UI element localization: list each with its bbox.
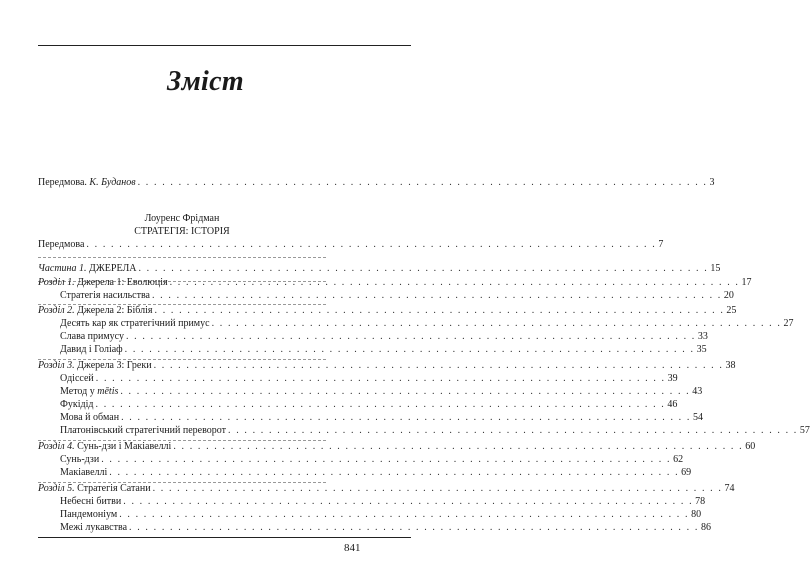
toc-entry-page: 57 bbox=[799, 425, 810, 436]
dot-leader: . . . . . . . . . . . . . . . . . . . . . . . . . . . . . . . . . . . . . . . . . . . . . . . . . . . . . . . . . . . . . . . . . . . . . . bbox=[121, 412, 691, 423]
toc-entry-page: 7 bbox=[658, 239, 664, 250]
toc-entry-chapter-4 bbox=[38, 441, 756, 453]
toc-entry-label: Розділ 5. Стратегія Сатани bbox=[38, 483, 151, 494]
toc-entry-chapter-5 bbox=[38, 483, 735, 495]
toc-entry-page: 86 bbox=[700, 522, 711, 533]
toc-entry-page: 46 bbox=[667, 399, 678, 410]
toc-subentry bbox=[60, 318, 794, 330]
dot-leader: . . . . . . . . . . . . . . . . . . . . . . . . . . . . . . . . . . . . . . . . . . . . . . . . . . . . . . . . . . . . . . . . . . . . . . bbox=[109, 467, 680, 478]
dot-leader: . . . . . . . . . . . . . . . . . . . . . . . . . . . . . . . . . . . . . . . . . . . . . . . . . . . . . . . . . . . . . . . . . . . . . . bbox=[137, 177, 708, 188]
toc-entry-page: 39 bbox=[667, 373, 678, 384]
toc-entry-label: Передмова bbox=[38, 239, 85, 250]
toc-subentry bbox=[60, 496, 706, 508]
toc-entry-chapter-3 bbox=[38, 360, 736, 372]
dot-leader: . . . . . . . . . . . . . . . . . . . . . . . . . . . . . . . . . . . . . . . . . . . . . . . . . . . . . . . . . . . . . . . . . . . . . . bbox=[125, 331, 696, 342]
toc-entry-page: 78 bbox=[695, 496, 706, 507]
page-number: 841 bbox=[344, 542, 361, 554]
dot-leader: . . . . . . . . . . . . . . . . . . . . . . . . . . . . . . . . . . . . . . . . . . . . . . . . . . . . . . . . . . . . . . . . . . . . . . bbox=[123, 496, 694, 507]
bottom-rule bbox=[38, 537, 411, 538]
dot-leader: . . . . . . . . . . . . . . . . . . . . . . . . . . . . . . . . . . . . . . . . . . . . . . . . . . . . . . . . . . . . . . . . . . . . . . bbox=[101, 454, 672, 465]
toc-entry-page: 15 bbox=[710, 263, 721, 274]
toc-entry-label: Розділ 1. Джерела 1: Еволюція bbox=[38, 277, 168, 288]
toc-entry-label: Мова й обман bbox=[60, 412, 120, 423]
dot-leader: . . . . . . . . . . . . . . . . . . . . . . . . . . . . . . . . . . . . . . . . . . . . . . . . . . . . . . . . . . . . . . . . . . . . . . bbox=[228, 425, 798, 436]
toc-entry-label: Макіавеллі bbox=[60, 467, 108, 478]
top-rule bbox=[38, 45, 411, 46]
toc-subentry bbox=[60, 509, 702, 521]
toc-subentry bbox=[60, 522, 711, 534]
toc-entry-label: Розділ 3. Джерела 3: Греки bbox=[38, 360, 152, 371]
dot-leader: . . . . . . . . . . . . . . . . . . . . . . . . . . . . . . . . . . . . . . . . . . . . . . . . . . . . . . . . . . . . . . . . . . . . . . bbox=[152, 483, 723, 494]
toc-entry-label: Давид і Голіаф bbox=[60, 344, 123, 355]
toc-subentry bbox=[60, 412, 703, 424]
toc-entry-page: 35 bbox=[696, 344, 707, 355]
toc-subentry bbox=[60, 344, 707, 356]
dot-leader: . . . . . . . . . . . . . . . . . . . . . . . . . . . . . . . . . . . . . . . . . . . . . . . . . . . . . . . . . . . . . . . . . . . . . . bbox=[169, 277, 740, 288]
toc-subentry bbox=[60, 425, 810, 437]
toc-entry-page: 33 bbox=[697, 331, 708, 342]
toc-entry-page: 27 bbox=[783, 318, 794, 329]
page-title: Зміст bbox=[167, 66, 244, 97]
toc-entry-page: 3 bbox=[709, 177, 715, 188]
book-title: СТРАТЕГІЯ: ІСТОРІЯ bbox=[134, 226, 230, 237]
toc-subentry bbox=[60, 454, 684, 466]
toc-entry-label: Небесні битви bbox=[60, 496, 122, 507]
toc-entry-part-1 bbox=[38, 263, 721, 275]
dot-leader: . . . . . . . . . . . . . . . . . . . . . . . . . . . . . . . . . . . . . . . . . . . . . . . . . . . . . . . . . . . . . . . . . . . . . . bbox=[124, 344, 695, 355]
toc-subentry bbox=[60, 331, 708, 343]
toc-entry-label: Слава примусу bbox=[60, 331, 124, 342]
dot-leader: . . . . . . . . . . . . . . . . . . . . . . . . . . . . . . . . . . . . . . . . . . . . . . . . . . . . . . . . . . . . . . . . . . . . . . bbox=[86, 239, 657, 250]
toc-entry-label: Пандемоніум bbox=[60, 509, 118, 520]
toc-entry-page: 54 bbox=[692, 412, 703, 423]
toc-entry-label: Сунь-дзи bbox=[60, 454, 100, 465]
toc-entry-label: Передмова. К. Буданов bbox=[38, 177, 136, 188]
toc-entry-chapter-2 bbox=[38, 305, 737, 317]
dot-leader: . . . . . . . . . . . . . . . . . . . . . . . . . . . . . . . . . . . . . . . . . . . . . . . . . . . . . . . . . . . . . . . . . . . . . . bbox=[211, 318, 782, 329]
section-divider bbox=[38, 257, 326, 258]
toc-entry-label: Межі лукавства bbox=[60, 522, 128, 533]
toc-entry-label: Метод у mētis bbox=[60, 386, 119, 397]
dot-leader: . . . . . . . . . . . . . . . . . . . . . . . . . . . . . . . . . . . . . . . . . . . . . . . . . . . . . . . . . . . . . . . . . . . . . . bbox=[153, 360, 724, 371]
dot-leader: . . . . . . . . . . . . . . . . . . . . . . . . . . . . . . . . . . . . . . . . . . . . . . . . . . . . . . . . . . . . . . . . . . . . . . bbox=[173, 441, 744, 452]
toc-entry-label: Фукідід bbox=[60, 399, 94, 410]
toc-entry-label: Стратегія насильства bbox=[60, 290, 150, 301]
toc-entry-page: 74 bbox=[724, 483, 735, 494]
toc-entry-preface-budanov bbox=[38, 177, 715, 189]
toc-subentry bbox=[60, 290, 734, 302]
toc-entry-page: 43 bbox=[692, 386, 703, 397]
dot-leader: . . . . . . . . . . . . . . . . . . . . . . . . . . . . . . . . . . . . . . . . . . . . . . . . . . . . . . . . . . . . . . . . . . . . . . bbox=[151, 290, 722, 301]
toc-entry-label: Платонівський стратегічний переворот bbox=[60, 425, 226, 436]
dot-leader: . . . . . . . . . . . . . . . . . . . . . . . . . . . . . . . . . . . . . . . . . . . . . . . . . . . . . . . . . . . . . . . . . . . . . . bbox=[120, 386, 691, 397]
dot-leader: . . . . . . . . . . . . . . . . . . . . . . . . . . . . . . . . . . . . . . . . . . . . . . . . . . . . . . . . . . . . . . . . . . . . . . bbox=[95, 399, 666, 410]
toc-entry-page: 20 bbox=[723, 290, 734, 301]
dot-leader: . . . . . . . . . . . . . . . . . . . . . . . . . . . . . . . . . . . . . . . . . . . . . . . . . . . . . . . . . . . . . . . . . . . . . . bbox=[119, 509, 690, 520]
dot-leader: . . . . . . . . . . . . . . . . . . . . . . . . . . . . . . . . . . . . . . . . . . . . . . . . . . . . . . . . . . . . . . . . . . . . . . bbox=[95, 373, 666, 384]
toc-entry-preface bbox=[38, 239, 664, 251]
toc-subentry bbox=[60, 373, 678, 385]
toc-entry-page: 25 bbox=[726, 305, 737, 316]
dot-leader: . . . . . . . . . . . . . . . . . . . . . . . . . . . . . . . . . . . . . . . . . . . . . . . . . . . . . . . . . . . . . . . . . . . . . . bbox=[154, 305, 725, 316]
toc-entry-label: Одіссей bbox=[60, 373, 94, 384]
toc-entry-chapter-1 bbox=[38, 277, 752, 289]
toc-subentry bbox=[60, 386, 703, 398]
toc-entry-page: 69 bbox=[681, 467, 692, 478]
toc-entry-page: 38 bbox=[725, 360, 736, 371]
toc-entry-label: Частина 1. ДЖЕРЕЛА bbox=[38, 263, 137, 274]
toc-entry-label: Десять кар як стратегічний примус bbox=[60, 318, 210, 329]
dot-leader: . . . . . . . . . . . . . . . . . . . . . . . . . . . . . . . . . . . . . . . . . . . . . . . . . . . . . . . . . . . . . . . . . . . . . . bbox=[129, 522, 699, 533]
toc-entry-page: 60 bbox=[745, 441, 756, 452]
dot-leader: . . . . . . . . . . . . . . . . . . . . . . . . . . . . . . . . . . . . . . . . . . . . . . . . . . . . . . . . . . . . . . . . . . . . . . bbox=[138, 263, 709, 274]
toc-entry-page: 80 bbox=[691, 509, 702, 520]
toc-subentry bbox=[60, 399, 678, 411]
toc-entry-page: 17 bbox=[741, 277, 752, 288]
toc-entry-label: Розділ 2. Джерела 2: Біблія bbox=[38, 305, 153, 316]
toc-entry-page: 62 bbox=[673, 454, 684, 465]
book-author: Лоуренс Фрідман bbox=[144, 213, 220, 224]
toc-entry-label: Розділ 4. Сунь-дзи і Макіавеллі bbox=[38, 441, 172, 452]
toc-subentry bbox=[60, 467, 692, 479]
